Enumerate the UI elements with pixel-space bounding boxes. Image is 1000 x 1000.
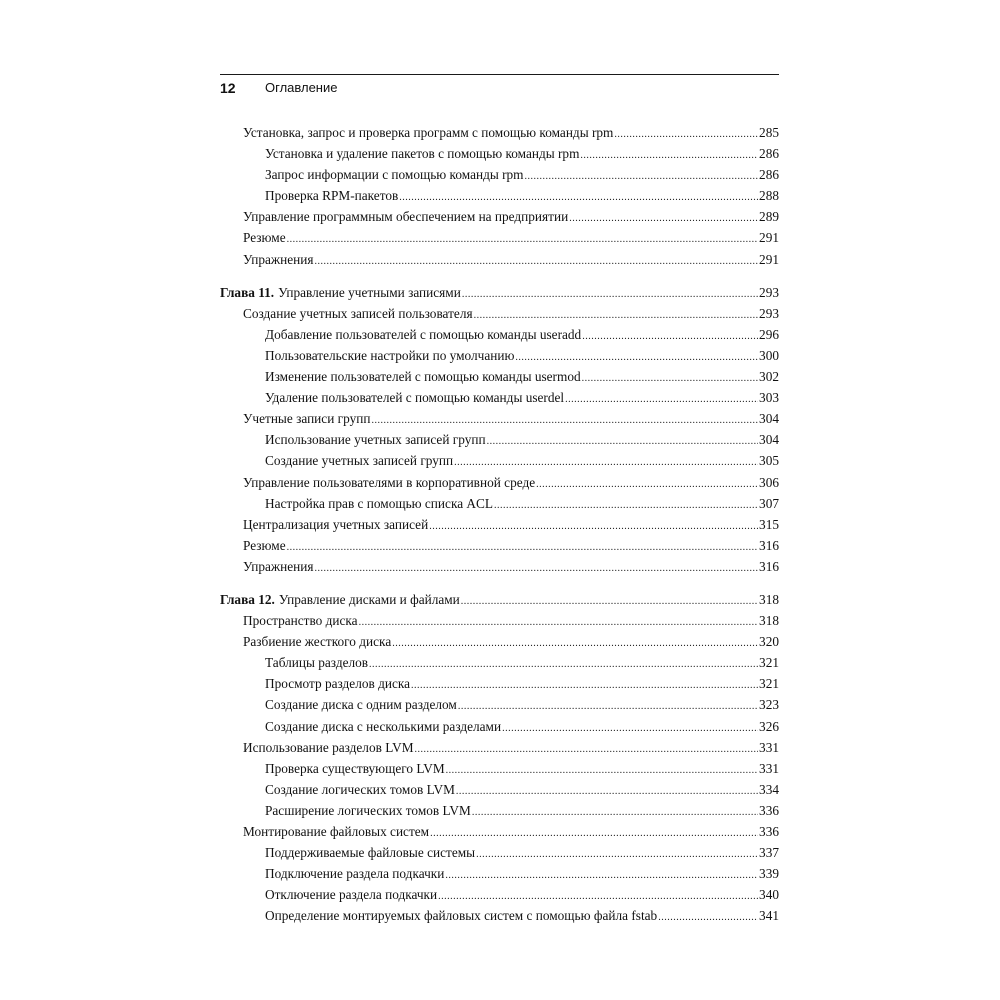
toc-dot-leader xyxy=(565,387,758,410)
toc-subsection-entry xyxy=(220,143,779,164)
toc-entry-title: Учетные записи групп xyxy=(243,411,371,427)
toc-dot-leader xyxy=(462,282,758,305)
toc-page-number: 285 xyxy=(759,125,779,140)
toc-dot-leader xyxy=(392,631,758,654)
toc-chapter-entry xyxy=(220,589,779,610)
toc-dot-leader xyxy=(580,143,758,166)
toc-subsection-entry xyxy=(220,716,779,737)
toc-page-number: 315 xyxy=(759,516,779,532)
toc-dot-leader xyxy=(371,408,758,431)
toc-entry-title: Проверка RPM-пакетов xyxy=(265,188,399,204)
toc-dot-leader xyxy=(474,303,758,326)
toc-page-number: 303 xyxy=(759,390,779,406)
toc-dot-leader xyxy=(430,821,758,844)
running-header-title: Оглавление xyxy=(265,80,338,95)
toc-entry-title: Расширение логических томов LVM xyxy=(265,802,471,818)
toc-page-number: 305 xyxy=(759,453,779,469)
toc-dot-leader xyxy=(445,863,758,886)
toc-page-number: 293 xyxy=(759,305,779,321)
toc-page-number: 288 xyxy=(759,188,779,204)
toc-subsection-entry xyxy=(220,758,779,779)
toc-entry-title: Установка, запрос и проверка программ с помощью команды rpm xyxy=(243,125,614,140)
toc-page-number: 316 xyxy=(759,537,779,553)
toc-dot-leader xyxy=(515,345,758,368)
toc-subsection-entry xyxy=(220,673,779,694)
toc-dot-leader xyxy=(429,514,758,537)
toc-section-entry xyxy=(220,514,779,535)
toc-subsection-entry xyxy=(220,345,779,366)
toc-page-number: 286 xyxy=(759,167,779,183)
toc-dot-leader xyxy=(536,472,758,495)
toc-page-number: 289 xyxy=(759,209,779,225)
toc-page-number: 334 xyxy=(759,781,779,797)
toc-entry-title: Использование разделов LVM xyxy=(243,739,414,755)
toc-entry-title: Упражнения xyxy=(243,558,314,574)
page-number: 12 xyxy=(220,80,236,96)
toc-page-number: 302 xyxy=(759,369,779,385)
toc-entry-title: Управление пользователями в корпоративной среде xyxy=(243,474,536,490)
toc-section-entry xyxy=(220,631,779,652)
toc-dot-leader xyxy=(446,758,758,781)
toc-entry-title: Удаление пользователей с помощью команды userdel xyxy=(265,390,565,406)
toc-dot-leader xyxy=(502,716,758,739)
toc-dot-leader xyxy=(369,652,758,675)
toc-page-number: 331 xyxy=(759,739,779,755)
toc-section-entry xyxy=(220,227,779,248)
toc-entry-title: Создание учетных записей пользователя xyxy=(243,305,473,321)
toc-dot-leader xyxy=(359,610,758,633)
toc-page-number: 341 xyxy=(759,908,779,924)
toc-subsection-entry xyxy=(220,324,779,345)
toc-dot-leader xyxy=(415,737,759,760)
table-of-contents xyxy=(220,122,779,926)
toc-page-number: 326 xyxy=(759,718,779,734)
toc-page-number: 318 xyxy=(759,591,779,607)
toc-subsection-entry xyxy=(220,493,779,514)
toc-section-entry xyxy=(220,408,779,429)
toc-section-entry xyxy=(220,303,779,324)
toc-section-entry xyxy=(220,249,779,270)
toc-chapter-number: Глава 11. xyxy=(220,284,275,300)
toc-dot-leader xyxy=(458,694,758,717)
toc-entry-title: Разбиение жесткого диска xyxy=(243,634,392,650)
toc-entry-title: Создание диска с несколькими разделами xyxy=(265,718,502,734)
toc-subsection-entry xyxy=(220,429,779,450)
toc-page-number: 340 xyxy=(759,887,779,903)
toc-dot-leader xyxy=(569,206,758,229)
toc-section-entry xyxy=(220,206,779,227)
toc-page-number: 321 xyxy=(759,655,779,671)
toc-entry-title: Добавление пользователей с помощью команды useradd xyxy=(265,326,582,342)
toc-entry-title: Изменение пользователей с помощью команды usermod xyxy=(265,369,581,385)
toc-page-number: 339 xyxy=(759,866,779,882)
header-rule xyxy=(220,74,779,75)
toc-entry-title: Подключение раздела подкачки xyxy=(265,866,445,882)
toc-entry-title: Резюме xyxy=(243,230,286,246)
toc-dot-leader xyxy=(287,535,758,558)
toc-dot-leader xyxy=(314,249,758,272)
toc-dot-leader xyxy=(456,779,758,802)
toc-subsection-entry xyxy=(220,863,779,884)
toc-entry-title: Установка и удаление пакетов с помощью команды rpm xyxy=(265,146,580,162)
toc-page-number: 286 xyxy=(759,146,779,162)
toc-dot-leader xyxy=(658,905,758,928)
toc-subsection-entry xyxy=(220,185,779,206)
toc-dot-leader xyxy=(494,493,758,516)
toc-entry-title: Монтирование файловых систем xyxy=(243,824,430,839)
toc-entry-title: Просмотр разделов диска xyxy=(265,676,411,692)
toc-entry-title: Поддерживаемые файловые системы xyxy=(265,845,476,861)
toc-subsection-entry xyxy=(220,652,779,673)
toc-subsection-entry xyxy=(220,905,779,926)
toc-dot-leader xyxy=(487,429,758,452)
toc-dot-leader xyxy=(399,185,758,208)
toc-entry-title: Упражнения xyxy=(243,251,314,267)
toc-section-entry xyxy=(220,535,779,556)
toc-entry-title: Проверка существующего LVM xyxy=(265,760,445,776)
toc-page-number: 318 xyxy=(759,613,779,629)
toc-page-number: 316 xyxy=(759,558,779,574)
toc-page-number: 336 xyxy=(759,824,779,839)
toc-page-number: 336 xyxy=(759,802,779,818)
toc-entry-title: Резюме xyxy=(243,537,286,553)
toc-chapter-number: Глава 12. xyxy=(220,591,275,607)
toc-entry-title: Отключение раздела подкачки xyxy=(265,887,438,903)
toc-subsection-entry xyxy=(220,387,779,408)
toc-entry-title: Пользовательские настройки по умолчанию xyxy=(265,347,515,363)
toc-dot-leader xyxy=(472,800,758,823)
toc-dot-leader xyxy=(461,589,758,612)
toc-page-number: 304 xyxy=(759,411,779,427)
toc-page-number: 291 xyxy=(759,230,779,246)
toc-section-entry xyxy=(220,472,779,493)
toc-subsection-entry xyxy=(220,450,779,471)
toc-dot-leader xyxy=(614,122,758,145)
toc-subsection-entry xyxy=(220,800,779,821)
toc-entry-title: Таблицы разделов xyxy=(265,655,369,671)
toc-dot-leader xyxy=(582,366,758,389)
toc-page-number: 331 xyxy=(759,760,779,776)
toc-entry-title: Управление программным обеспечением на предприятии xyxy=(243,209,569,225)
toc-dot-leader xyxy=(454,450,758,473)
toc-subsection-entry xyxy=(220,779,779,800)
toc-dot-leader xyxy=(287,227,758,250)
toc-dot-leader xyxy=(438,884,758,907)
toc-entry-title: Управление учетными записями xyxy=(278,284,461,300)
toc-entry-title: Определение монтируемых файловых систем с помощью файла fstab xyxy=(265,908,658,924)
toc-entry-title: Управление дисками и файлами xyxy=(278,591,460,607)
toc-entry-title: Создание учетных записей групп xyxy=(265,453,454,469)
toc-subsection-entry xyxy=(220,694,779,715)
toc-page-number: 306 xyxy=(759,474,779,490)
toc-subsection-entry xyxy=(220,842,779,863)
toc-dot-leader xyxy=(411,673,758,696)
toc-page-number: 291 xyxy=(759,251,779,267)
toc-entry-title: Настройка прав с помощью списка ACL xyxy=(265,495,494,511)
toc-chapter-entry xyxy=(220,282,779,303)
toc-entry-title: Создание диска с одним разделом xyxy=(265,697,457,713)
toc-dot-leader xyxy=(525,164,759,187)
toc-page-number: 296 xyxy=(759,326,779,342)
toc-dot-leader xyxy=(582,324,758,347)
toc-entry-title: Создание логических томов LVM xyxy=(265,781,455,797)
toc-dot-leader xyxy=(314,556,758,579)
toc-page-number: 300 xyxy=(759,347,779,363)
toc-page-number: 304 xyxy=(759,432,779,448)
toc-section-entry xyxy=(220,821,779,842)
toc-entry-title: Запрос информации с помощью команды rpm xyxy=(265,167,524,183)
toc-section-entry xyxy=(220,556,779,577)
toc-page-number: 323 xyxy=(759,697,779,713)
toc-page-number: 321 xyxy=(759,676,779,692)
toc-section-entry xyxy=(220,737,779,758)
toc-subsection-entry xyxy=(220,164,779,185)
toc-page-number: 320 xyxy=(759,634,779,650)
toc-section-entry xyxy=(220,122,779,143)
toc-dot-leader xyxy=(476,842,758,865)
toc-subsection-entry xyxy=(220,366,779,387)
toc-page-number: 293 xyxy=(759,284,779,300)
toc-entry-title: Централизация учетных записей xyxy=(243,516,429,532)
toc-entry-title: Использование учетных записей групп xyxy=(265,432,486,448)
toc-page-number: 337 xyxy=(759,845,779,861)
toc-subsection-entry xyxy=(220,884,779,905)
toc-section-entry xyxy=(220,610,779,631)
toc-page-number: 307 xyxy=(759,495,779,511)
toc-entry-title: Пространство диска xyxy=(243,613,358,629)
